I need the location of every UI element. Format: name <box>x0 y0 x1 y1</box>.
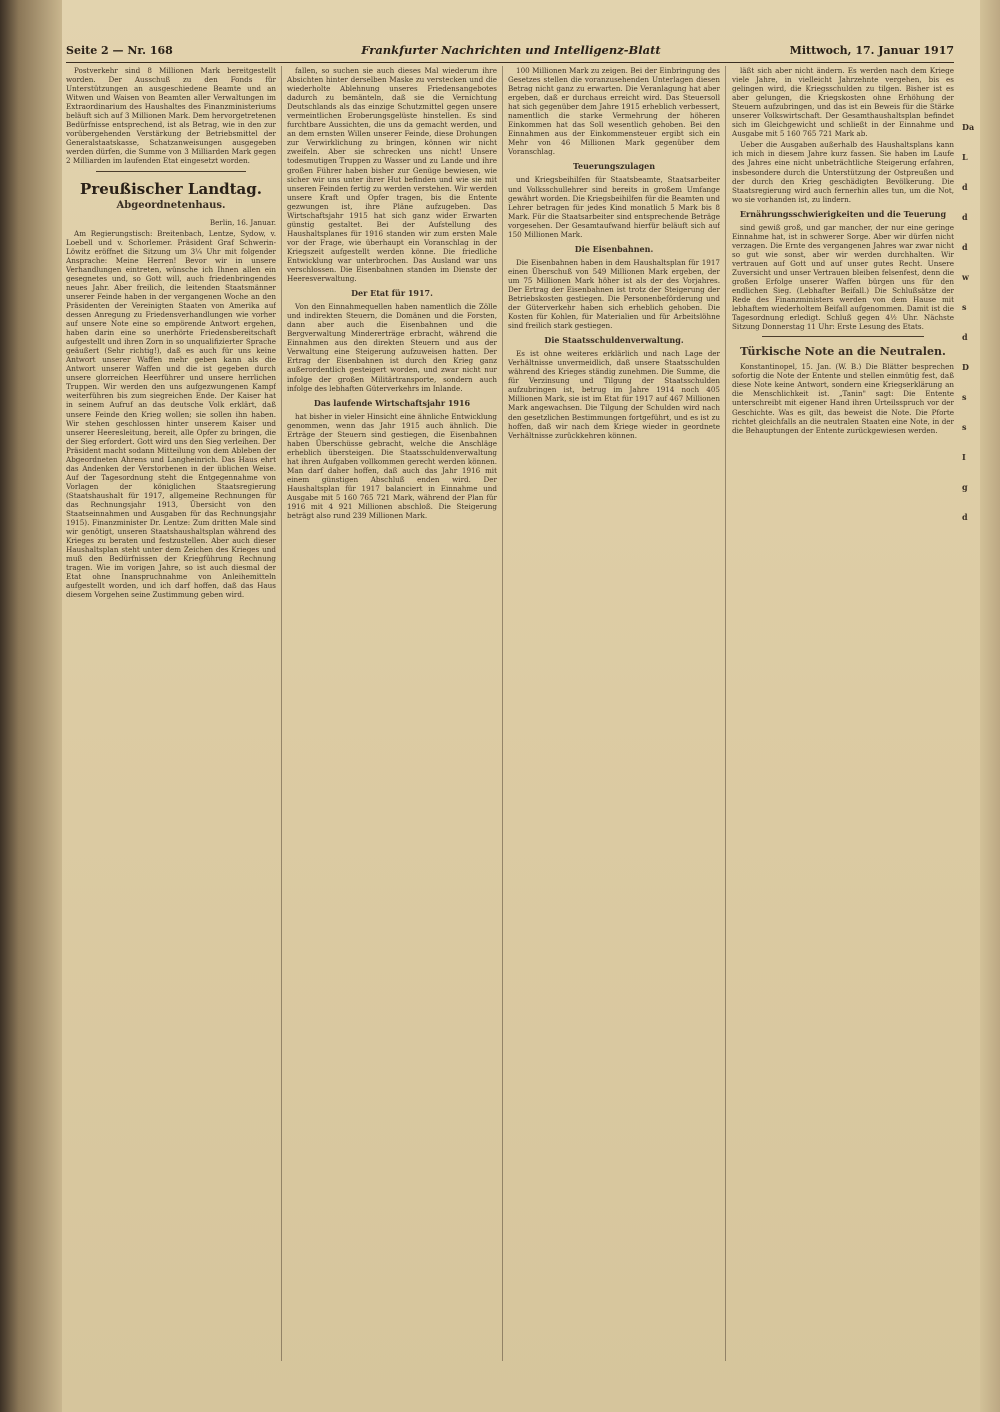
column-rule <box>725 66 726 1361</box>
divider <box>96 171 246 172</box>
newspaper-title: Frankfurter Nachrichten und Intelligenz-Blatt <box>361 43 661 57</box>
column-4 <box>732 66 954 1366</box>
page-header <box>66 40 954 63</box>
section-heading: Teuerungszulagen <box>572 161 656 172</box>
edge-fragment: d <box>962 182 968 192</box>
next-page-edge-text <box>962 120 980 540</box>
paragraph: Ueber die Ausgaben außerhalb des Haushaltsplans kann ich mich in diesem Jahre kurz fassen. Sie haben im Laufe des Jahres eine nicht unbeträchtliche Steigerung erfahren, insbesondere durch die Unterstützung der Ostpreußen und der durch den Krieg geschädigten Bevölkerung. Die Staatsregierung wird auch fernerhin alles tun, um die Not, wo sie vorhanden ist, zu lindern. <box>732 140 954 204</box>
paragraph: Postverkehr sind 8 Millionen Mark bereitgestellt worden. Der Ausschuß zu den Fonds für Unterstützungen an ausgeschiedene Beamte und an Witwen und Waisen von Beamten aller Verwaltungen im Extraordinarium des Haushaltes des Finanzministeriums beläuft sich auf 3 Millionen Mark. Dem hervorgetretenen Bedürfnisse entsprechend, ist als Betrag, wie in den zur vorübergehenden Verstärkung der Betriebsmittel der Generalstaatskasse, Schatzanweisungen ausgegeben werden dürfen, die Summe von 3 Milliarden Mark gegen 2 Milliarden im laufenden Etat eingesetzt worden. <box>66 66 276 166</box>
column-rule <box>281 66 282 1361</box>
paragraph: Konstantinopel, 15. Jan. (W. B.) Die Blätter besprechen sofortig die Note der Entente und stellen einmütig fest, daß diese Note keine Antwort, sondern eine Kriegserklärung an die Menschlichkeit ist. „Tanin" sagt: Die Entente unterschreibt mit eigener Hand ihren Urteilsspruch vor der Geschichte. Was es gilt, das beweist die Note. Die Pforte richtet gleichfalls an die neutralen Staaten eine Note, in der die Behauptungen der Entente zurückgewiesen werden. <box>732 362 954 435</box>
issue-date: Mittwoch, 17. Januar 1917 <box>789 44 954 57</box>
article-heading: Preußischer Landtag. <box>80 179 262 198</box>
dateline: Berlin, 16. Januar. <box>209 217 276 227</box>
edge-fragment: s <box>962 302 967 312</box>
paragraph: läßt sich aber nicht ändern. Es werden nach dem Kriege viele Jahre, in vielleicht Jahrzehnte vergehen, bis es gelingen wird, die Kriegsschulden zu tilgen. Bisher ist es aber gelungen, die Kriegskosten ohne Erhöhung der Steuern aufzubringen, und das ist ein Beweis für die Stärke unserer Volkswirtschaft. Der Gesamthaushaltsplan befindet sich im Gleichgewicht und schließt in der Einnahme und Ausgabe mit 5 160 765 721 Mark ab. <box>732 66 954 139</box>
edge-fragment: g <box>962 482 968 492</box>
section-heading: Die Staatsschuldenverwaltung. <box>544 335 684 346</box>
edge-fragment: d <box>962 242 968 252</box>
edge-fragment: s <box>962 392 967 402</box>
scan-right-edge <box>980 0 1000 1412</box>
edge-fragment: D <box>962 362 969 372</box>
edge-fragment: Da <box>962 122 975 132</box>
article-heading: Türkische Note an die Neutralen. <box>740 345 946 359</box>
paragraph: Es ist ohne weiteres erklärlich und nach Lage der Verhältnisse unvermeidlich, daß unsere Staatsschulden während des Krieges ständig zunehmen. Die Summe, die für Verzinsung und Tilgung der Staatsschulden aufzubringen ist, betrug im Jahre 1914 noch 405 Millionen Mark, sie ist im Etat für 1917 auf 467 Millionen Mark angewachsen. Die Tilgung der Schulden wird nach den gesetzlichen Bestimmungen fortgeführt, und es ist zu hoffen, daß wir nach dem Kriege wieder in geordnete Verhältnisse zurückkehren können. <box>508 349 720 440</box>
section-heading: Das laufende Wirtschaftsjahr 1916 <box>313 397 471 408</box>
paragraph: sind gewiß groß, und gar mancher, der nur eine geringe Einnahme hat, ist in schwerer Sorge. Aber wir dürfen nicht verzagen. Die Ernte des vergangenen Jahres war zwar nicht so gut wie sonst, aber wir werden durchhalten. Wir vertrauen auf Gott und auf unser gutes Recht. Unsere Zuversicht und unser Vertrauen bleiben felsenfest, denn die großen Erfolge unserer Waffen bürgen uns für den endlichen Sieg. (Lebhafter Beifall.) Die Schlußsätze der Rede des Finanzministers werden von dem Hause mit lebhaftem wiederholtem Beifall aufgenommen. Damit ist die Tagesordnung erledigt. Schluß gegen 4½ Uhr. Nächste Sitzung Donnerstag 11 Uhr: Erste Lesung des Etats. <box>732 222 954 332</box>
column-3 <box>508 66 720 1366</box>
column-1 <box>66 66 276 1366</box>
edge-fragment: I <box>962 452 966 462</box>
paragraph: 100 Millionen Mark zu zeigen. Bei der Einbringung des Gesetzes stellen die voranzusehenden Unterlagen diesen Betrag nicht ganz zu erwarten. Die Veranlagung hat aber ergeben, daß er durchaus erreicht wird. Das Steuersoll hat sich gegenüber dem Jahre 1915 erheblich verbessert, namentlich die starke Vermehrung der höheren Einkommen hat das Soll wesentlich gehoben. Bei den Einnahmen aus der Einkommensteuer ergibt sich ein Mehr von 46 Millionen Mark gegenüber dem Voranschlag. <box>508 66 720 157</box>
paragraph: hat bisher in vieler Hinsicht eine ähnliche Entwicklung genommen, wenn das Jahr 1915 auch ähnlich. Die Erträge der Steuern sind gestiegen, die Eisenbahnen haben Überschüsse gebracht, welche die Anschläge erheblich übersteigen. Die Staatsschuldenverwaltung hat ihren Aufgaben vollkommen gerecht werden können. Man darf daher hoffen, daß auch das Jahr 1916 mit einem günstigen Abschluß enden wird. Der Haushaltsplan für 1917 balanciert in Einnahme und Ausgabe mit 5 160 765 721 Mark, während der Plan für 1916 mit 4 921 Millionen abschloß. Die Steigerung beträgt also rund 239 Millionen Mark. <box>287 411 497 521</box>
section-heading: Ernährungsschwierigkeiten und die Teuerung <box>739 208 947 219</box>
edge-fragment: w <box>962 272 969 282</box>
edge-fragment: L <box>962 152 968 162</box>
edge-fragment: d <box>962 512 968 522</box>
column-2 <box>287 66 497 1366</box>
column-rule <box>502 66 503 1361</box>
scan-left-edge <box>0 0 62 1412</box>
paragraph: fallen, so suchen sie auch dieses Mal wiederum ihre Absichten hinter derselben Maske zu verstecken und die wiederholte Ablehnung unseres Friedensangebotes dadurch zu bemänteln, daß sie die Vernichtung Deutschlands als das einzige Schutzmittel gegen unsere vermeintlichen Eroberungsgelüste hinstellen. Es sind furchtbare Aussichten, die uns da gemacht werden, und an dem ernsten Willen unserer Feinde, diese Drohungen zur Verwirklichung zu bringen, können wir nicht zweifeln. Aber sie schrecken uns nicht! Unsere todesmutigen Truppen zu Wasser und zu Lande und ihre großen Führer haben bisher zur Genüge bewiesen, wie sicher wir uns unter ihrer Hut befinden und wie sie mit unseren Feinden fertig zu werden verstehen. Wir werden unsere Kraft und Opfer tragen, bis die Entente gezwungen ist, ihre Pläne aufzugeben. Das Wirtschaftsjahr 1915 hat sich ganz wider Erwarten günstig gestaltet. Bei der Aufstellung des Haushaltsplanes für 1916 standen wir zum ersten Male vor der Frage, wie überhaupt ein Voranschlag in der Kriegszeit aufgestellt werden könne. Die friedliche Entwicklung war unterbrochen. Das Ausland war uns verschlossen. Die Eisenbahnen standen im Dienste der Heeresverwaltung. <box>287 66 497 284</box>
edge-fragment: d <box>962 332 968 342</box>
section-heading: Der Etat für 1917. <box>351 288 433 299</box>
paragraph: Von den Einnahmequellen haben namentlich die Zölle und indirekten Steuern, die Domänen und die Forsten, dann aber auch die Eisenbahnen und die Bergverwaltung Mindererträge erbracht, während die Einnahmen aus den direkten Steuern und aus der Verwaltung eine Steigerung aufzuweisen hatten. Der Ertrag der Eisenbahnen ist durch den Krieg ganz außerordentlich gesteigert worden, und zwar nicht nur infolge der großen Militärtransporte, sondern auch infolge des lebhaften Güterverkehrs im Inlande. <box>287 302 497 393</box>
paragraph: Am Regierungstisch: Breitenbach, Lentze, Sydow, v. Loebell und v. Schorlemer. Präsident Graf Schwerin-Löwitz eröffnet die Sitzung um 3¼ Uhr mit folgender Ansprache: Meine Herren! Bevor wir in unsere Verhandlungen eintreten, wünsche ich Ihnen allen ein gesegnetes und, so Gott will, auch friedenbringendes neues Jahr. Aber freilich, die leitenden Staatsmänner unserer Feinde haben in der vergangenen Woche an den Präsidenten der Vereinigten Staaten von Amerika auf dessen Anregung zu Friedensverhandlungen wie vorher auf unsere Note eine so empörende Antwort ergehen, haben darin eine so unerhörte Friedensbereitschaft aufgestellt und ihren Zorn in so unqualifizierter Sprache geäußert (Sehr richtig!), daß es auch für uns keine Antwort unserer Waffen mehr geben kann als die Antwort unserer Waffen und die ist gegeben durch unsere glorreichen Heerführer und unsere herrlichen Truppen. Wir werden den uns aufgezwungenen Kampf weiterführen bis zum siegreichen Ende. Der Kaiser hat in seinem Aufruf an das deutsche Volk erklärt, daß unsere Feinde den Krieg wollen; sie sollen ihn haben. Wir stehen geschlossen hinter unserem Kaiser und unserer Heeresleitung, bereit, alle Opfer zu bringen, die der Sieg erfordert. Gott wird uns den Sieg verleihen. Der Präsident macht sodann Mitteilung von dem Ableben der Abgeordneten Ahrens und Langheinrich. Das Haus ehrt das Andenken der Verstorbenen in der üblichen Weise. Auf der Tagesordnung steht die Entgegennahme von Vorlagen der königlichen Staatsregierung (Staatshaushalt für 1917, allgemeine Rechnungen für das Rechnungsjahr 1913, Übersicht von den Staatseinnahmen und Ausgaben für das Rechnungsjahr 1915). Finanzminister Dr. Lentze: Zum dritten Male sind wir genötigt, unseren Staatshaushaltsplan während des Krieges zu beraten und festzustellen. Aber auch dieser Haushaltsplan steht unter dem Zeichen des Krieges und muß den Bedürfnissen der Kriegführung Rechnung tragen. Wie im vorigen Jahre, so ist auch diesmal der Etat ohne Inanspruchnahme von Anleihemitteln aufgestellt worden, und ich darf hoffen, daß das Haus diesem Vorgehen seine Zustimmung geben wird. <box>66 228 276 600</box>
paragraph: und Kriegsbeihilfen für Staatsbeamte, Staatsarbeiter und Volksschullehrer sind bereits in großem Umfange gewährt worden. Die Kriegsbeihilfen für die Beamten und Lehrer betragen für jedes Kind monatlich 5 Mark bis 8 Mark. Für die Staatsarbeiter sind entsprechende Beträge vorgesehen. Der Gesamtaufwand hierfür beläuft sich auf 150 Millionen Mark. <box>508 175 720 239</box>
page-number: Seite 2 — Nr. 168 <box>66 44 173 57</box>
article-subheading: Abgeordnetenhaus. <box>116 199 226 211</box>
paragraph: Die Eisenbahnen haben in dem Haushaltsplan für 1917 einen Überschuß von 549 Millionen Mark ergeben, der um 75 Millionen Mark höher ist als der des Vorjahres. Der Ertrag der Eisenbahnen ist trotz der Steigerung der Betriebskosten gestiegen. Die Personenbeförderung und der Güterverkehr haben sich erheblich gehoben. Die Kosten für Kohlen, für Materialien und für Arbeitslöhne sind freilich stark gestiegen. <box>508 257 720 331</box>
edge-fragment: d <box>962 212 968 222</box>
edge-fragment: s <box>962 422 967 432</box>
divider <box>762 336 924 337</box>
section-heading: Die Eisenbahnen. <box>574 243 654 254</box>
